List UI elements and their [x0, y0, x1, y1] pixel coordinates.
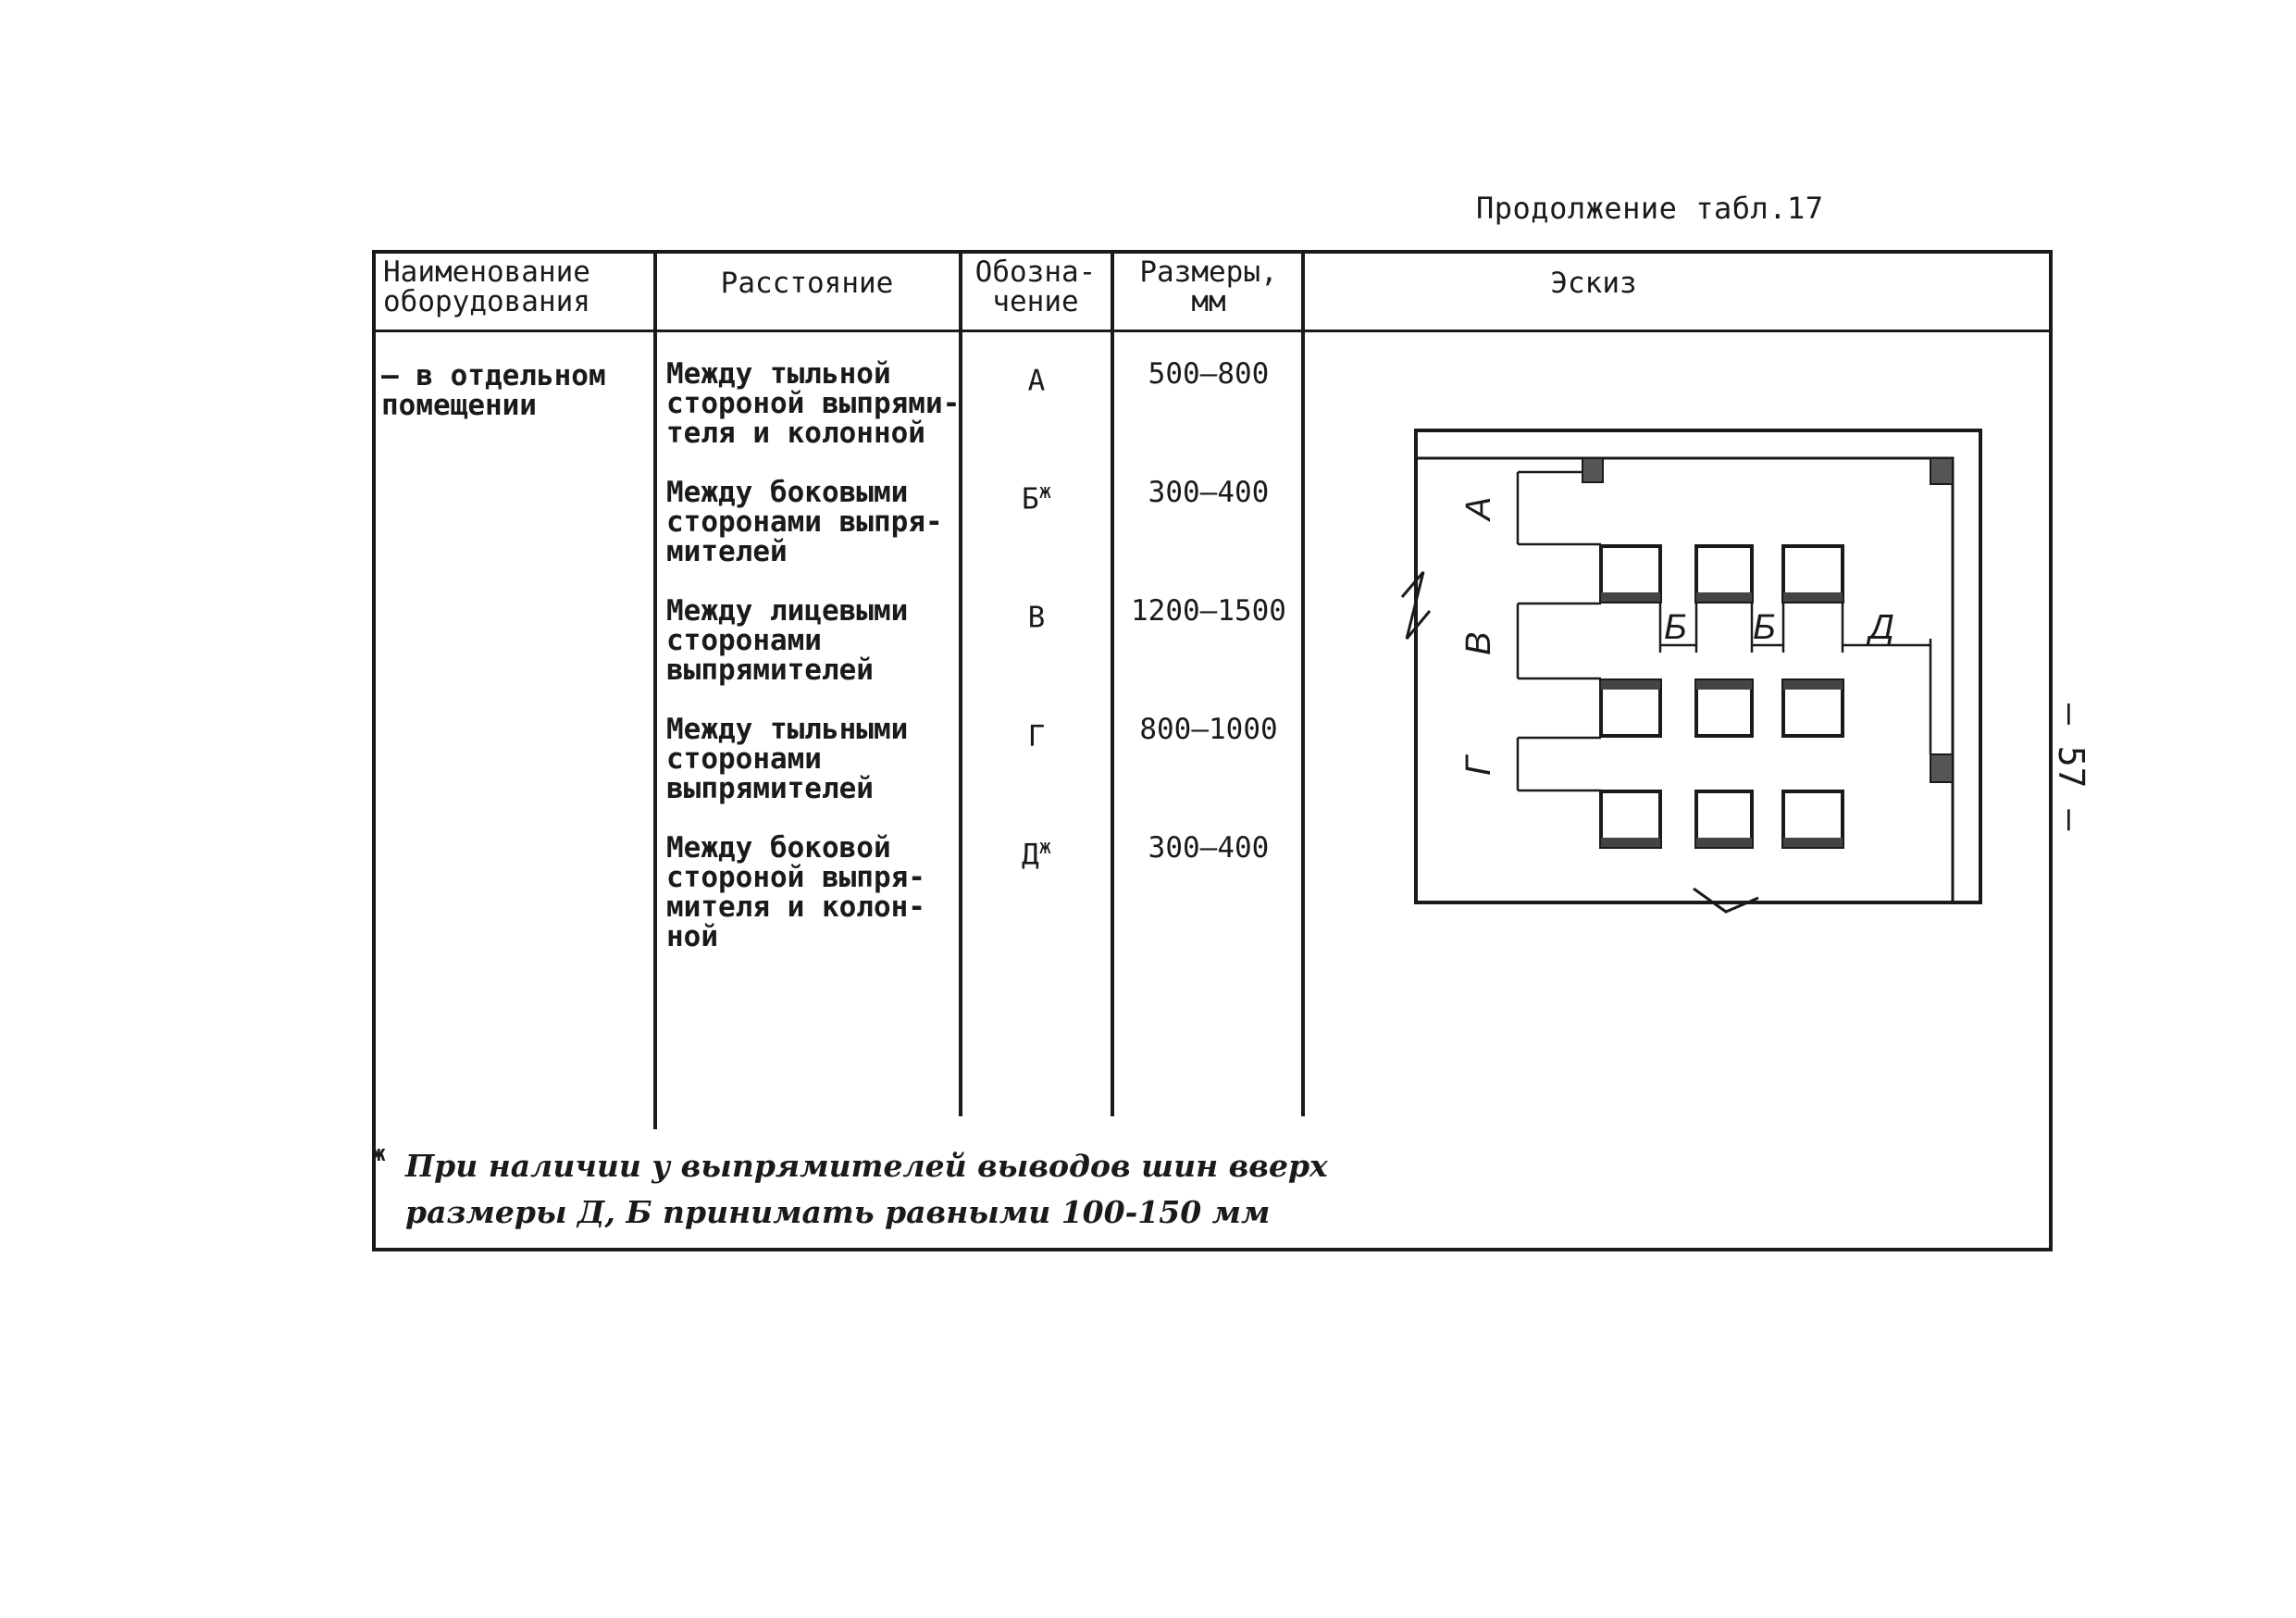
header-distance: Расстояние: [720, 267, 894, 300]
designation-letter: Г: [1027, 719, 1046, 753]
size-cell: 300–400: [1148, 476, 1270, 509]
column: [1582, 458, 1603, 482]
dimension-label-a: А: [1459, 496, 1498, 520]
designation-letter: А: [1027, 364, 1046, 398]
room-inner-wall: [1416, 458, 1953, 902]
header-sketch: Эскиз: [1550, 267, 1637, 300]
size-cell: 300–400: [1148, 831, 1270, 865]
designation-cell: [962, 359, 1111, 398]
front-face-hatch: [1696, 838, 1752, 847]
column: [1930, 754, 1953, 782]
page-number: – 57 –: [2051, 703, 2091, 831]
distance-cell: Между тыльными сторонами выпрямителей: [666, 713, 909, 805]
wall-break-mark: [1694, 889, 1758, 912]
designation-letter: Б: [1022, 482, 1039, 517]
header-equipment: Наименование оборудования: [383, 255, 590, 318]
designation-cell: [962, 833, 1111, 872]
dimension-label-b2: Б: [1753, 608, 1776, 647]
front-face-hatch: [1783, 680, 1843, 690]
equipment-value: – в отдельном помещении: [381, 359, 606, 422]
distance-cell: Между лицевыми сторонами выпрямителей: [666, 594, 909, 687]
designation-letter: В: [1027, 601, 1046, 635]
header-size: Размеры, мм: [1139, 255, 1278, 318]
size-cell: 1200–1500: [1131, 594, 1286, 628]
column-divider: [1111, 252, 1114, 1116]
column-divider: [1301, 252, 1305, 1116]
wall-break-mark: [1402, 572, 1430, 639]
front-face-hatch: [1783, 592, 1843, 602]
footnote-line-2: размеры Д, Б принимать равными 100-150 мм: [405, 1194, 1271, 1230]
size-cell: 800–1000: [1139, 713, 1278, 746]
front-face-hatch: [1601, 680, 1660, 690]
front-face-hatch: [1601, 592, 1660, 602]
designation-cell: [962, 596, 1111, 635]
designation-letter: Д: [1022, 838, 1039, 872]
front-face-hatch: [1601, 838, 1660, 847]
front-face-hatch: [1696, 680, 1752, 690]
front-face-hatch: [1696, 592, 1752, 602]
header-divider: [374, 330, 2049, 332]
front-face-hatch: [1783, 838, 1843, 847]
dimension-label-d: Д: [1869, 608, 1894, 647]
room-layout-sketch: [1314, 333, 2036, 981]
footnote-mark: ж: [372, 1140, 386, 1166]
header-designation: Обозна- чение: [974, 255, 1097, 318]
designation-cell: [962, 478, 1111, 517]
dimension-label-v: В: [1459, 631, 1498, 655]
dimension-label-b1: Б: [1664, 608, 1687, 647]
designation-mark: ж: [1038, 480, 1051, 504]
distance-cell: Между тыльной стороной выпрями- теля и колонной: [666, 357, 961, 450]
designation-cell: [962, 715, 1111, 751]
table-caption: Продолжение табл.17: [1476, 191, 1824, 226]
designation-mark: ж: [1038, 836, 1051, 859]
distance-cell: Между боковой стороной выпря- мителя и колон- ной: [666, 831, 925, 953]
dimension-label-g: Г: [1459, 756, 1498, 776]
column-divider: [653, 252, 657, 1129]
footnote-line-1: При наличии у выпрямителей выводов шин вверх: [405, 1148, 1328, 1184]
size-cell: 500–800: [1148, 357, 1270, 391]
column: [1930, 458, 1953, 484]
distance-cell: Между боковыми сторонами выпря- мителей: [666, 476, 943, 568]
